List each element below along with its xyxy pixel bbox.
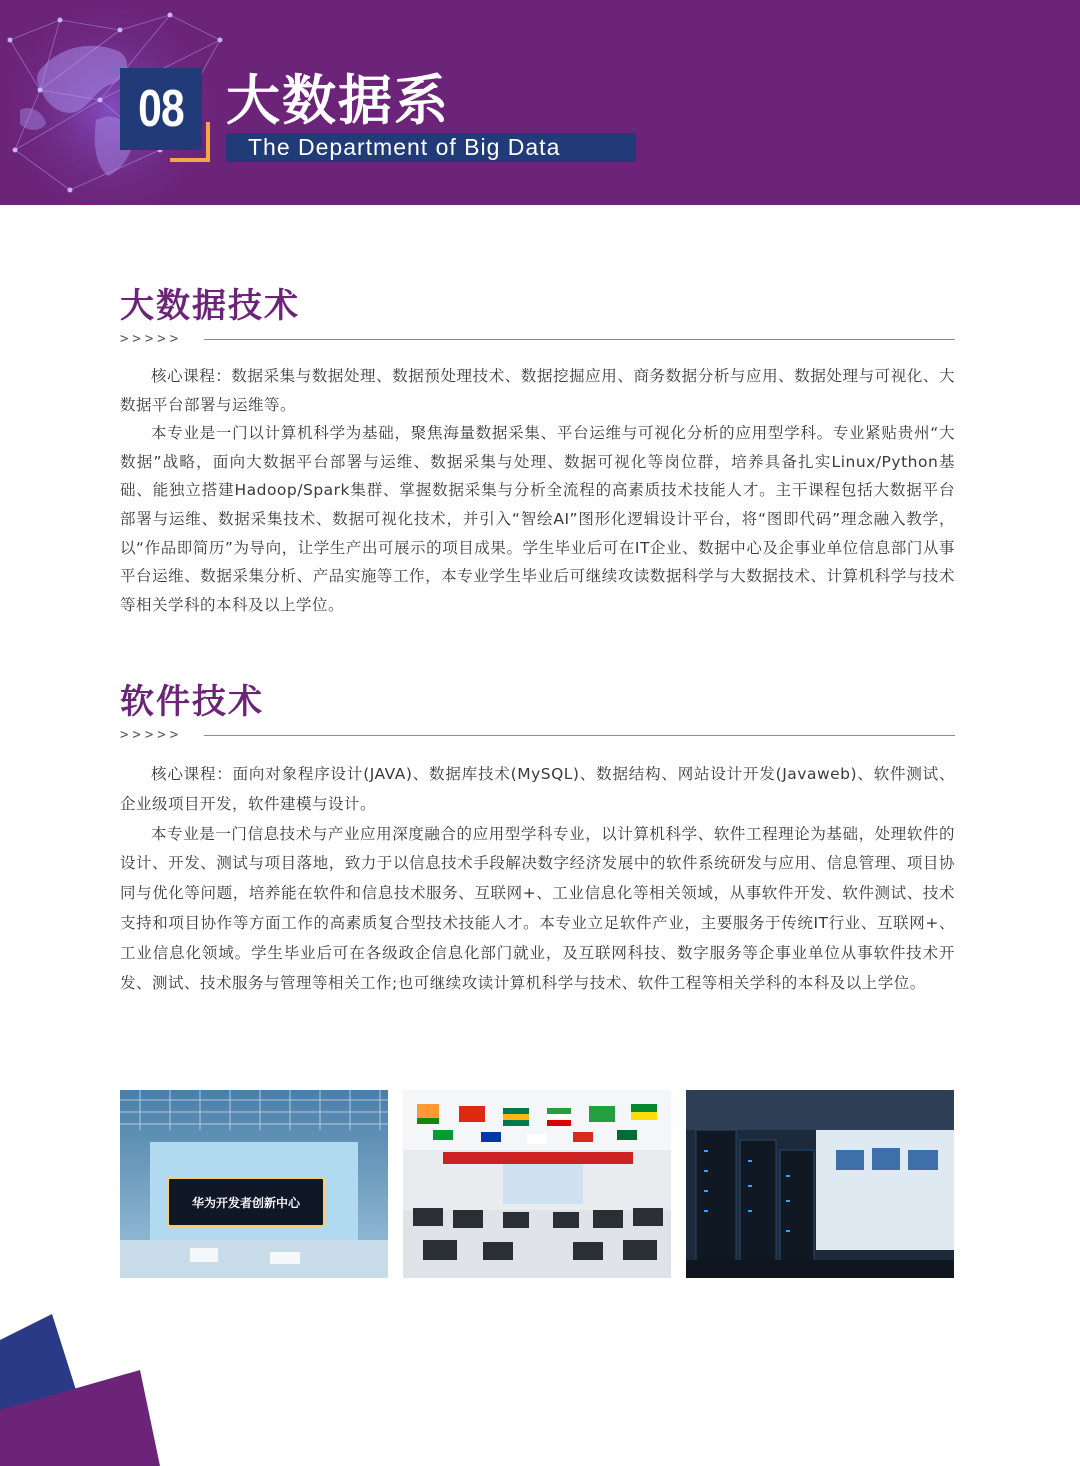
divider-line (204, 735, 955, 736)
photo-computer-lab (403, 1090, 671, 1278)
photo-innovation-center (120, 1090, 388, 1278)
section-arrows: >>>>> (120, 331, 183, 347)
core-courses-paragraph: 核心课程：面向对象程序设计(JAVA)、数据库技术(MySQL)、数据结构、网站设计开发(Javaweb)、软件测试、企业级项目开发，软件建模与设计。 (120, 765, 955, 813)
section-arrows: >>>>> (120, 727, 183, 743)
section-title: 大数据技术 (120, 286, 300, 326)
corner-triangle-decoration (0, 1300, 200, 1466)
divider-line (204, 339, 955, 340)
section-big-data-technology (120, 284, 955, 619)
department-number: 08 (138, 80, 184, 138)
core-courses-paragraph: 核心课程：数据采集与数据处理、数据预处理技术、数据挖掘应用、商务数据分析与应用、数据处理与可视化、大数据平台部署与运维等。 (120, 367, 955, 414)
description-paragraph: 本专业是一门以计算机科学为基础，聚焦海量数据采集、平台运维与可视化分析的应用型学科。专业紧贴贵州“大数据”战略，面向大数据平台部署与运维、数据采集与处理、数据可视化等岗位群，培养具备扎实Linux/Python基础、能独立搭建Hadoop/Spark集群、掌握数据采集与分析全流程的高素质技术技能人才。主干课程包括大数据平台部署与运维、数据采集技术、数据可视化技术，并引入“智绘AI”图形化逻辑设计平台，将“图即代码”理念融入教学，以“作品即简历”为导向，让学生产出可展示的项目成果。学生毕业后可在IT企业、数据中心及企事业单位信息部门从事平台运维、数据采集分析、产品实施等工作，本专业学生毕业后可继续攻读数据科学与大数据技术、计算机科学与技术等相关学科的本科及以上学位。 (120, 424, 955, 614)
section-software-technology (120, 680, 955, 998)
section-divider (120, 726, 955, 746)
department-title: 大数据系 (226, 69, 450, 132)
photo-sign-text: 华为开发者创新中心 (191, 1196, 300, 1210)
photo-data-center (686, 1090, 954, 1278)
section-title: 软件技术 (120, 682, 264, 722)
section-divider (120, 330, 955, 350)
department-subtitle: The Department of Big Data (248, 134, 561, 160)
header-banner (0, 0, 1080, 205)
description-paragraph: 本专业是一门信息技术与产业应用深度融合的应用型学科专业，以计算机科学、软件工程理论为基础，处理软件的设计、开发、测试与项目落地，致力于以信息技术手段解决数字经济发展中的软件系统研发与应用、信息管理、项目协同与优化等问题，培养能在软件和信息技术服务、互联网+、工业信息化等相关领域，从事软件开发、软件测试、技术支持和项目协作等方面工作的高素质复合型技术技能人才。本专业立足软件产业，主要服务于传统IT行业、互联网+、工业信息化领域。学生毕业后可在各级政企信息化部门就业，及互联网科技、数字服务等企事业单位从事软件技术开发、测试、技术服务与管理等相关工作;也可继续攻读计算机科学与技术、软件工程等相关学科的本科及以上学位。 (120, 824, 955, 992)
